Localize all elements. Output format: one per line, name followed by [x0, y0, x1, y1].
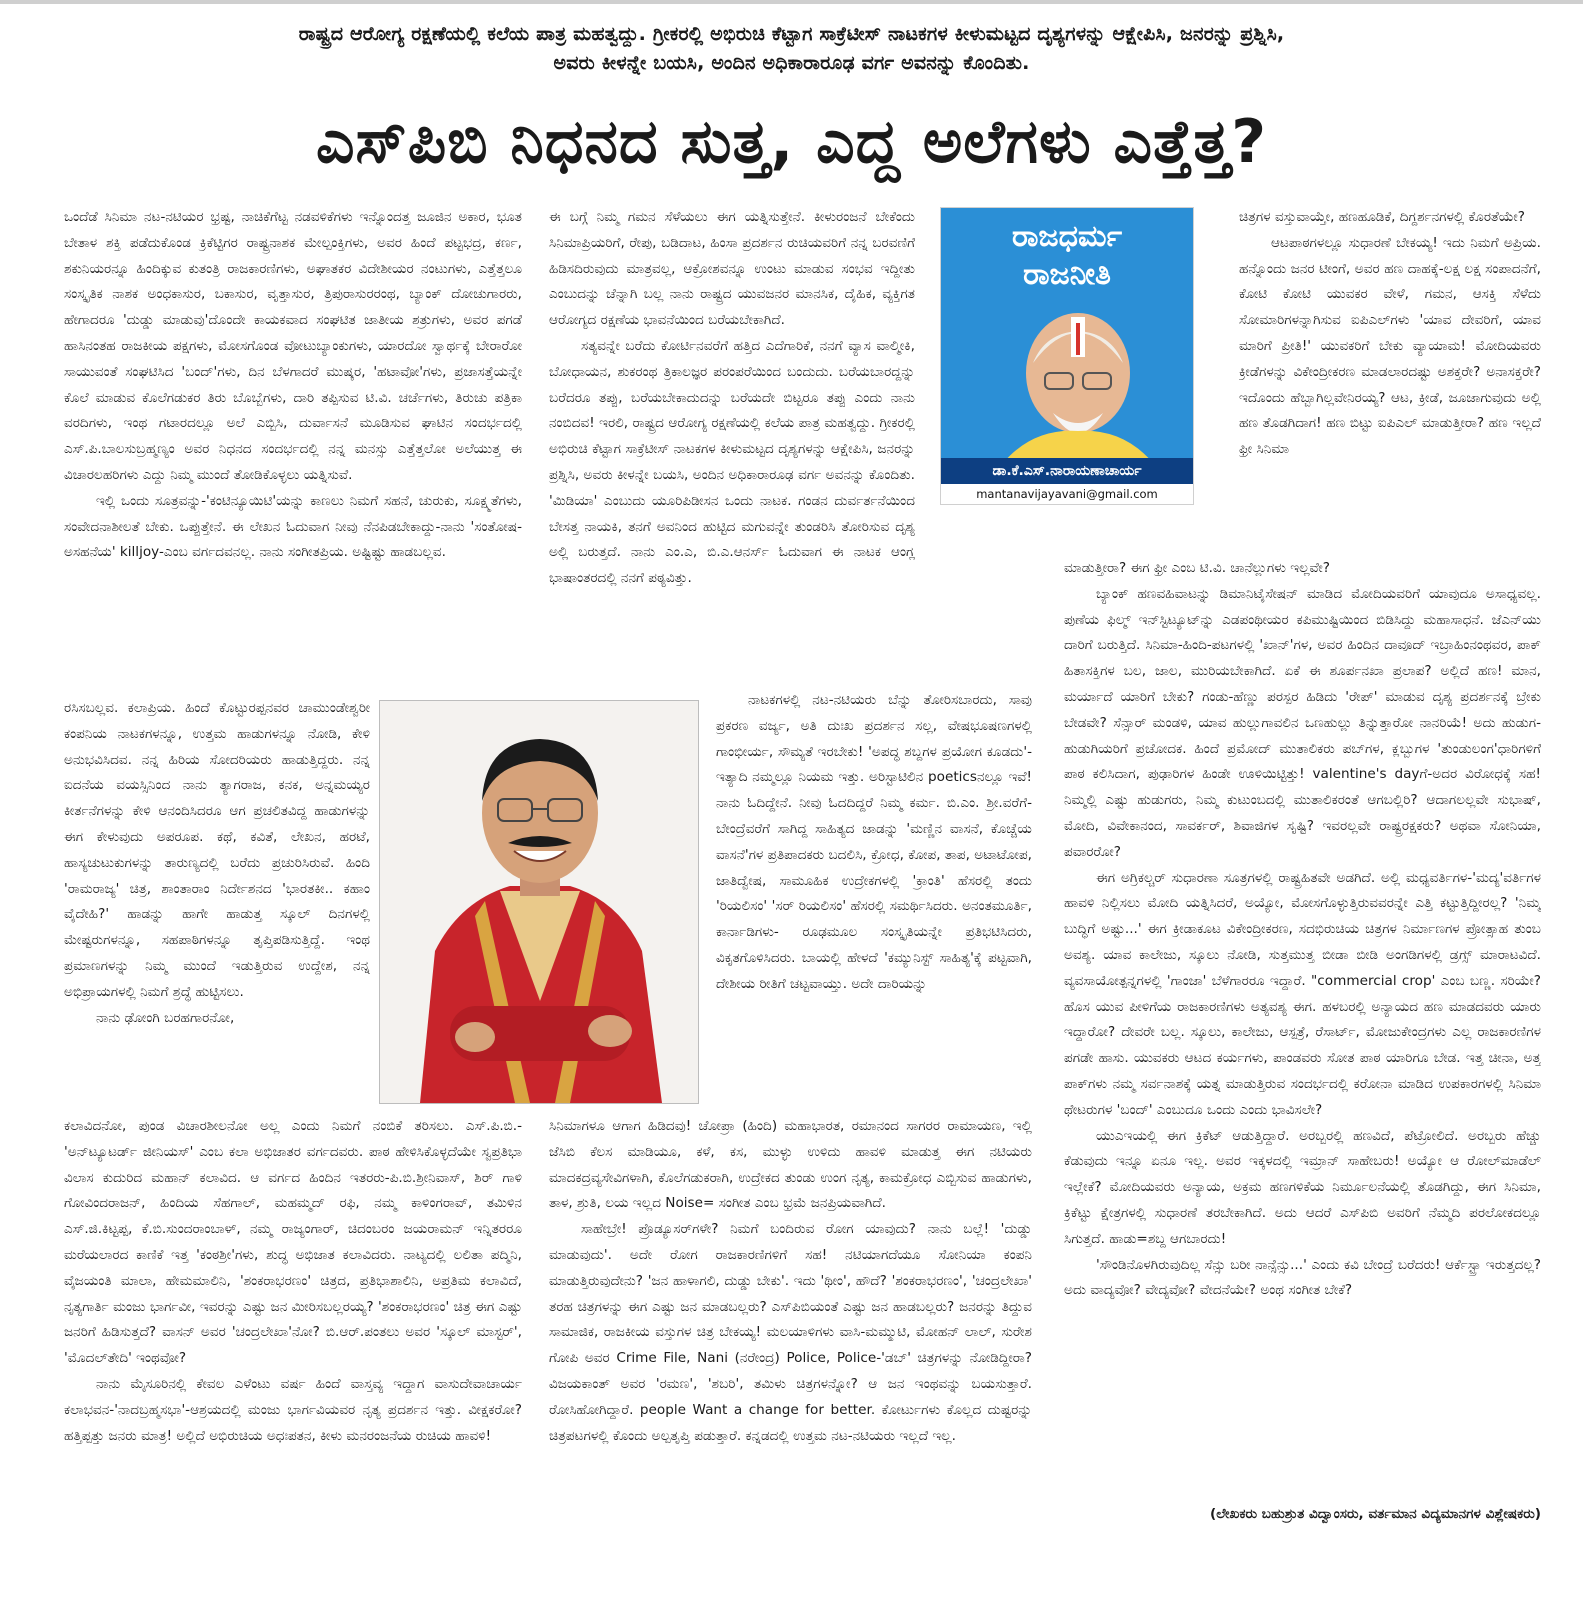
- paragraph: ಈ ಬಗ್ಗೆ ನಿಮ್ಮ ಗಮನ ಸೆಳೆಯಲು ಈಗ ಯತ್ನಿಸುತ್ತೇನೆ. ಕೀಳುರಂಜನೆ ಬೇಕೆಂದು ಸಿನಿಮಾಪ್ರಿಯರಿಗೆ, ರೇಪು, ಬಡಿದಾಟ, ಹಿಂಸಾ ಪ್ರದರ್ಶನ ರುಚಿಯವರಿಗೆ ನನ್ನ ಬರವಣಿಗೆ ಹಿಡಿಸದಿರುವುದು ಮಾತ್ರವಲ್ಲ, ಆಕ್ರೋಶವನ್ನೂ ಉಂಟು ಮಾಡುವ ಸಂಭವ ಇದ್ದೀತು ಎಂಬುದನ್ನು ಚೆನ್ನಾಗಿ ಬಲ್ಲ ನಾನು ರಾಷ್ಟ್ರದ ಯುವಜನರ ಮಾನಸಿಕ, ದೈಹಿಕ, ವ್ಯಕ್ತಿಗತ ಆರೋಗ್ಯದ ರಕ್ಷಣೆಯ ಭಾವನೆಯಿಂದ ಬರೆಯಬೇಕಾಗಿದೆ.: [549, 209, 915, 329]
- paragraph: ಈಗ ಅಗ್ರಿಕಲ್ಚರ್ ಸುಧಾರಣಾ ಸೂತ್ರಗಳಲ್ಲಿ ರಾಷ್ಟ್ರಹಿತವೇ ಅಡಗಿದೆ. ಅಲ್ಲಿ ಮಧ್ಯವರ್ತಿಗಳ-'ಮದ್ಯ'ವರ್ತಿಗಳ ಹಾವಳಿ ನಿಲ್ಲಿಸಲು ಮೋದಿ ಯತ್ನಿಸಿದರೆ, ಅಯ್ಯೋ, ಮೋಸಗೊಳ್ಳುತ್ತಿರುವವರನ್ನೇ ಎತ್ತಿ ಕಟ್ಟುತ್ತಿದ್ದೀರಲ್ಲ? 'ನಿಮ್ಮ ಬುದ್ಧಿಗೆ ಅಷ್ಟು...' ಈಗ ಕ್ರೀಡಾಕೂಟ ವಿಕೇಂದ್ರೀಕರಣ, ಸದಭಿರುಚಿಯ ಚಿತ್ರಗಳ ನಿರ್ಮಾಣಗಳ ಪ್ರೋತ್ಸಾಹ ತುಂಬ ಅವಶ್ಯ. ಯಾವ ಕಾಲೇಜು, ಸ್ಕೂಲು ನೋಡಿ, ಸುತ್ತಮುತ್ತ ಬೀಡಾ ಬೀಡಿ ಅಂಗಡಿಗಳಲ್ಲಿ ಡ್ರಗ್ಸ್ ಮಾರಾಟವಿದೆ. ವ್ಯವಸಾಯೋತ್ಪನ್ನಗಳಲ್ಲಿ 'ಗಾಂಜಾ' ಬೆಳೆಗಾರರೂ ಇದ್ದಾರೆ. "commercial crop' ಎಂಬ ಬಣ್ಣ. ಸರಿಯೇ? ಹೊಸ ಯುವ ಪೀಳಿಗೆಯ ರಾಜಕಾರಣಿಗಳು ಅತ್ಯವಶ್ಯ ಈಗ. ಹಳಬರಲ್ಲಿ ಅನ್ಯಾಯದ ಹಣ ಮಾಡದವರು ಯಾರು ಇದ್ದಾರೋ? ದೇವರೇ ಬಲ್ಲ. ಸ್ಕೂಲು, ಕಾಲೇಜು, ಆಸ್ಪತ್ರೆ, ರೆಸಾರ್ಟ್, ಮೋಜುಕೇಂದ್ರಗಳು ಎಲ್ಲ ರಾಜಕಾರಣಿಗಳ ಪಗಡೇ ಹಾಸು. ಯುವಕರು ಆಟದ ಕರ್ಯಗಳು, ಪಾಂಡವರು ಸೋತ ಪಾಠ ಯಾರಿಗೂ ಬೇಡ. ಇತ್ತ ಚೀನಾ, ಅತ್ತ ಪಾಕ್‌ಗಳು ನಮ್ಮ ಸರ್ವನಾಶಕ್ಕೆ ಯತ್ನ ಮಾಡುತ್ತಿರುವ ಸಂದರ್ಭದಲ್ಲಿ ಕರೋನಾ ಮಾಡಿದ ಉಪಕಾರಗಳಲ್ಲಿ ಸಿನಿಮಾ ಥೇಟರುಗಳ 'ಬಂದ್' ಎಂಬುದೂ ಒಂದು ಎಂದು ಭಾವಿಸಲೇ?: [1064, 869, 1541, 1118]
- article-col-3-main: [1064, 556, 1541, 1500]
- column-title-line-1: ರಾಜಧರ್ಮ: [1011, 219, 1123, 254]
- paragraph: ನಾನು ಢೋಂಗಿ ಬರಹಗಾರನೋ,: [96, 1009, 235, 1026]
- headline: ಎಸ್‌ಪಿಬಿ ನಿಧನದ ಸುತ್ತ, ಎದ್ದ ಅಲೆಗಳು ಎತ್ತೆತ್ತ?: [315, 107, 1268, 177]
- paragraph: ನಾಟಕಗಳಲ್ಲಿ ನಟ-ನಟಿಯರು ಬೆನ್ನು ತೋರಿಸಬಾರದು, ಸಾವು ಪ್ರಕರಣ ವರ್ಜ್ಯ, ಅತಿ ದುಃಖ ಪ್ರದರ್ಶನ ಸಲ್ಲ, ವೇಷಭೂಷಣಗಳಲ್ಲಿ ಗಾಂಭೀರ್ಯ, ಸೌಮ್ಯತೆ ಇರಬೇಕು! 'ಅಪದ್ಧ ಶಬ್ದಗಳ ಪ್ರಯೋಗ ಕೂಡದು'-ಇತ್ಯಾದಿ ನಮ್ಮಲ್ಲೂ ನಿಯಮ ಇತ್ತು. ಅರಿಸ್ಟಾಟಿಲಿನ poeticsನಲ್ಲೂ ಇವೆ! ನಾನು ಓದಿದ್ದೇನೆ. ನೀವು ಓದದಿದ್ದರೆ ನಿಮ್ಮ ಕರ್ಮ. ಬಿ.ಎಂ. ಶ್ರೀ.ವರೆಗೆ-ಬೇಂದ್ರೆವರೆಗೆ ಸಾಗಿದ್ದ ಸಾಹಿತ್ಯದ ಜಾಡನ್ನು 'ಮಣ್ಣಿನ ವಾಸನೆ, ಕೊಚ್ಚೆಯ ವಾಸನೆ'ಗಳ ಪ್ರತಿಪಾದಕರು ಬದಲಿಸಿ, ಕ್ರೋಧ, ಕೋಪ, ತಾಪ, ಅಟಾಟೋಪ, ಜಾತಿದ್ವೇಷ, ಸಾಮೂಹಿಕ ಉದ್ರೇಕಗಳಲ್ಲಿ 'ಕ್ರಾಂತಿ' ಹೆಸರಲ್ಲಿ ತಂದು 'ರಿಯಲಿಸಂ' 'ಸರ್ ರಿಯಲಿಸಂ' ಹೆಸರಲ್ಲಿ ಸಮರ್ಥಿಸಿದರು. ಅನಂತಮೂರ್ತಿ, ಕಾರ್ನಾಡಿಗಳು- ರೂಢಮೂಲ ಸಂಸ್ಕೃತಿಯನ್ನೇ ಪ್ರತಿಭಟಿಸಿದರು, ವಿಕೃತಗೊಳಿಸಿದರು. ಬಾಯಲ್ಲಿ ಹೇಳದೆ 'ಕಮ್ಯುನಿಸ್ಟ್ ಸಾಹಿತ್ಯ'ಕ್ಕೆ ಪಟ್ಟವಾಗಿ, ದೇಶೀಯ ರೀತಿಗೆ ಚಟ್ಟವಾಯ್ತು. ಅದೇ ದಾರಿಯನ್ನು: [716, 692, 1032, 992]
- paragraph: ಆಟಪಾಠಗಳಲ್ಲೂ ಸುಧಾರಣೆ ಬೇಕಯ್ಯ! ಇದು ನಿಮಗೆ ಅಪ್ರಿಯ. ಹನ್ನೊಂದು ಜನರ ಟೀಂಗೆ, ಅವರ ಹಣ ದಾಹಕ್ಕೆ-ಲಕ್ಷ ಲಕ್ಷ ಸಂಪಾದನೆಗೆ, ಕೋಟಿ ಕೋಟಿ ಯುವಕರ ವೇಳೆ, ಗಮನ, ಆಸಕ್ತಿ ಸೆಳೆದು ಸೋಮಾರಿಗಳನ್ನಾಗಿಸುವ ಐಪಿಎಲ್‌ಗಳು 'ಯಾವ ದೇವರಿಗೆ, ಯಾವ ಮಾರಿಗೆ ಪ್ರೀತಿ!' ಯುವಕರಿಗೆ ಬೇಕು ವ್ಯಾಯಾಮ! ಮೋದಿಯವರು ಕ್ರೀಡೆಗಳನ್ನು ವಿಕೇಂದ್ರೀಕರಣ ಮಾಡಲಾರದಷ್ಟು ಅಶಕ್ತರೇ? ಅನಾಸಕ್ತರೇ? ಇದೊಂದು ಹೆಬ್ಬಾಗಿಲ್ಲವೇನಿರಯ್ಯ? ಆಟ, ಕ್ರೀಡೆ, ಜೂಜಾಗುವುದು ಅಲ್ಲಿ ಹಣ ತೊಡಗಿದಾಗ! ಹಣ ಬಿಟ್ಟು ಐಪಿಎಲ್ ಮಾಡುತ್ತೀರಾ? ಹಣ ಇಲ್ಲದೆ ಫ್ರೀ ಸಿನಿಮಾ: [1239, 234, 1541, 458]
- article-col-1-middle: [64, 696, 370, 1110]
- paragraph: ಕಲಾವಿದನೋ, ಪುಂಡ ವಿಚಾರಶೀಲನೋ ಅಲ್ಲ ಎಂದು ನಿಮಗೆ ನಂಬಿಕೆ ತರಿಸಲು. ಎಸ್.ಪಿ.ಬಿ.-'ಅನ್‌ಟ್ಯೂಟರ್ಡ್ ಜೀನಿಯಸ್' ಎಂಬ ಕಲಾ ಅಭಿಜಾತರ ವರ್ಗದವರು. ಪಾಠ ಹೇಳಿಸಿಕೊಳ್ಳದೆಯೇ ಸ್ವಪ್ರತಿಭಾ ವಿಲಾಸ ಕುದುರಿದ ಮಹಾನ್ ಕಲಾವಿದ. ಆ ವರ್ಗದ ಹಿಂದಿನ ಇತರರು-ಪಿ.ಬಿ.ಶ್ರೀನಿವಾಸ್, ಶಿರ್ ಗಾಳಿ ಗೋವಿಂದರಾಜನ್, ಹಿಂದಿಯ ಸೆಹಗಾಲ್, ಮಹಮ್ಮದ್ ರಫಿ, ನಮ್ಮ ಕಾಳಿಂಗರಾವ್, ತಮಿಳಿನ ಎಸ್.ಜಿ.ಕಿಟ್ಟಪ್ಪ, ಕೆ.ಬಿ.ಸುಂದರಾಂಬಾಳ್, ನಮ್ಮ ರಾಜ್ಯಂಗಾರ್, ಚಿದಂಬರಂ ಜಯರಾಮನ್ ಇನ್ನಿತರರೂ ಮರೆಯಲಾರದ ಕಾಣಿಕೆ ಇತ್ತ 'ಕಂಠಶ್ರೀ'ಗಳು, ಶುದ್ಧ ಅಭಿಜಾತ ಕಲಾವಿದರು. ನಾಟ್ಯದಲ್ಲಿ ಲಲಿತಾ ಪದ್ಮಿನಿ, ವೈಜಯಂತಿ ಮಾಲಾ, ಹೇಮಮಾಲಿನಿ, 'ಶಂಕರಾಭರಣಂ' ಚಿತ್ರದ, ಪ್ರತಿಭಾಶಾಲಿನಿ, ಅಪ್ರತಿಮ ಕಲಾವಿದೆ, ನೃತ್ಯಗಾರ್ತಿ ಮಂಜು ಭಾರ್ಗವೀ, ಇವರನ್ನು ಎಷ್ಟು ಜನ ಮೀರಿಸಬಲ್ಲರಯ್ಯ? 'ಶಂಕರಾಭರಣಂ' ಚಿತ್ರ ಈಗ ಎಷ್ಟು ಜನರಿಗೆ ಹಿಡಿಸುತ್ತದೆ? ವಾಸನ್ ಅವರ 'ಚಂದ್ರಲೇಖಾ'ನೋ? ಬಿ.ಆರ್.ಪಂತಲು ಅವರ 'ಸ್ಕೂಲ್ ಮಾಸ್ಟರ್', 'ಮೊದಲ್‌ತೇದಿ' ಇಂಥವೋ?: [64, 1118, 522, 1367]
- columnist-email[interactable]: mantanavijayavani@gmail.com: [941, 484, 1193, 504]
- lead-line-2: ಅವರು ಕೀಳನ್ನೇ ಬಯಸಿ, ಅಂದಿನ ಅಧಿಕಾರಾರೂಢ ವರ್ಗ ಅವನನ್ನು ಕೊಂದಿತು.: [553, 52, 1030, 74]
- top-rule: [0, 0, 1583, 4]
- article-col-2-bottom: [549, 1114, 1032, 1592]
- paragraph: ಸತ್ಯವನ್ನೇ ಬರೆದು ಕೋರ್ಟಿನವರೆಗೆ ಹತ್ತಿದ ಎದೆಗಾರಿಕೆ, ನನಗೆ ವ್ಯಾಸ ವಾಲ್ಮೀಕಿ, ಬೋಧಾಯನ, ಶುಕರಂಥ ತ್ರಿಕಾಲಜ್ಞರ ಪರಂಪರೆಯಿಂದ ಬಂದುದು. ಬರೆಯಬಾರದ್ದನ್ನು ಬರೆದರೂ ತಪ್ಪು, ಬರೆಯಬೇಕಾದುದನ್ನು ಬರೆಯದೇ ಬಿಟ್ಟರೂ ತಪ್ಪು ಎಂದು ನಾನು ನಂಬಿದವ! ಇರಲಿ, ರಾಷ್ಟ್ರದ ಆರೋಗ್ಯ ರಕ್ಷಣೆಯಲ್ಲಿ ಕಲೆಯ ಪಾತ್ರ ಮಹತ್ವದ್ದು. ಗ್ರೀಕರಲ್ಲಿ ಅಭಿರುಚಿ ಕೆಟ್ಟಾಗ ಸಾಕ್ರೆಟೀಸ್ ನಾಟಕಗಳ ಕೀಳುಮಟ್ಟದ ದೃಶ್ಯಗಳನ್ನು ಆಕ್ಷೇಪಿಸಿ, ಜನರನ್ನು ಪ್ರಶ್ನಿಸಿ, ಅವರು ಕೀಳನ್ನೇ ಬಯಸಿ, ಅಂದಿನ ಅಧಿಕಾರಾರೂಢ ವರ್ಗ ಅವನನ್ನು ಕೊಂದಿತು. 'ಮಿಡಿಯಾ' ಎಂಬುದು ಯೂರಿಪಿಡೀಸನ ಒಂದು ನಾಟಕ. ಗಂಡನ ದುರ್ವರ್ತನೆಯಿಂದ ಬೇಸತ್ತ ನಾಯಕಿ, ತನಗೆ ಅವನಿಂದ ಹುಟ್ಟಿದ ಮಗುವನ್ನೇ ತುಂಡರಿಸಿ ತೋರಿಸುವ ದೃಶ್ಯ ಅಲ್ಲಿ ಬರುತ್ತದೆ. ನಾನು ಎಂ.ಎ, ಬಿ.ಎ.ಆನರ್ಸ್ ಓದುವಾಗ ಈ ನಾಟಕ ಆಂಗ್ಲ ಭಾಷಾಂತರದಲ್ಲಿ ನನಗೆ ಪಠ್ಯವಿತ್ತು.: [549, 337, 915, 587]
- article-col-2-top: [549, 205, 915, 683]
- columnist-box: [940, 207, 1194, 505]
- spb-portrait-illustration: [380, 701, 698, 1103]
- article-col-2-middle: [716, 688, 1032, 1112]
- columnist-name: ಡಾ.ಕೆ.ಎಸ್.ನಾರಾಯಣಾಚಾರ್ಯ: [941, 458, 1193, 484]
- article-col-1-bottom: [64, 1114, 522, 1592]
- column-title: [941, 218, 1193, 294]
- article-col-3-top: [1239, 205, 1541, 555]
- paragraph: 'ಸೌಂಡಿನೊಳಗಿರುವುದಿಲ್ಲ ಸೆನ್ಸು ಬರೀ ನಾನ್ಸೆನ್ಸು...' ಎಂದು ಕವಿ ಬೇಂದ್ರೆ ಬರೆದರು! ಆರ್ಕೆಸ್ಟ್ರಾ ಇರುತ್ತದಲ್ಲ? ಅದು ವಾದ್ಯವೋ? ವೇದ್ಯವೋ? ವೇದನೆಯೇ? ಅಂಥ ಸಂಗೀತ ಬೇಕೆ?: [1064, 1256, 1541, 1299]
- paragraph: ನಾನು ಮೈಸೂರಿನಲ್ಲಿ ಕೇವಲ ಎಳೆಂಟು ವರ್ಷ ಹಿಂದೆ ವಾಸ್ತವ್ಯ ಇದ್ದಾಗ ವಾಸುದೇವಾಚಾರ್ಯ ಕಲಾಭವನ-'ನಾದಬ್ರಹ್ಮಸಭಾ'-ಆಶ್ರಯದಲ್ಲಿ ಮಂಜು ಭಾರ್ಗವಿಯವರ ನೃತ್ಯ ಪ್ರದರ್ಶನ ಇತ್ತು. ವೀಕ್ಷಕರೋ? ಹತ್ತಿಪ್ಪತ್ತು ಜನರು ಮಾತ್ರ! ಅಲ್ಲಿದೆ ಅಭಿರುಚಿಯ ಅಧಃಪತನ, ಕೀಳು ಮನರಂಜನೆಯ ರುಚಿಯ ಹಾವಳಿ!: [64, 1375, 522, 1444]
- paragraph: ಸಿನಿಮಾಗಳೂ ಆಗಾಗ ಹಿಡಿದವು! ಚೋಪ್ರಾ (ಹಿಂದಿ) ಮಹಾಭಾರತ, ರಮಾನಂದ ಸಾಗರರ ರಾಮಾಯಣ, ಇಲ್ಲಿ ಜೆಸಿಬಿ ಕೆಲಸ ಮಾಡಿಯೂ, ಕಳೆ, ಕಸ, ಮುಳ್ಳು ಉಳಿದು ಹಾವಳಿ ಮಾಡುತ್ತ ಈಗ ನಟಿಯರು ಮಾದಕದ್ರವ್ಯಸೇವಿಗಳಾಗಿ, ಕೊಲೆಗಡುಕರಾಗಿ, ಉದ್ರೇಕದ ತುಂಡು ಉಂಗ ನೃತ್ಯ, ಕಾಮಕ್ರೋಧ ಎಬ್ಬಿಸುವ ಹಾಡುಗಳು, ತಾಳ, ಶ್ರುತಿ, ಲಯ ಇಲ್ಲದ Noise= ಸಂಗೀತ ಎಂಬ ಭ್ರಮೆ ಜನಪ್ರಿಯವಾಗಿದೆ.: [549, 1118, 1032, 1212]
- lead-quote: [60, 20, 1523, 78]
- paragraph: ಬ್ಯಾಂಕ್ ಹಣವಹಿವಾಟನ್ನು ಡಿಮಾನಿಟೈಸೇಷನ್ ಮಾಡಿದ ಮೋದಿಯವರಿಗೆ ಯಾವುದೂ ಅಸಾಧ್ಯವಲ್ಲ. ಪುಣೆಯ ಫಿಲ್ಮ್ ಇನ್‌ಸ್ಟಿಟ್ಯೂಟ್‌ನ್ನು ಎಡಪಂಥೀಯರ ಕಪಿಮುಷ್ಟಿಯಿಂದ ಬಿಡಿಸಿದ್ದು ಮಹಾಸಾಧನೆ. ಜೆಎನ್‌ಯು ದಾರಿಗೆ ಬರುತ್ತಿದೆ. ಸಿನಿಮಾ-ಹಿಂದಿ-ಪಟಗಳಲ್ಲಿ 'ಖಾನ್'ಗಳ, ಅವರ ಹಿಂದಿನ ದಾವೂದ್ ಇಬ್ರಾಹಿಂನಂಥವರ, ಪಾಕ್ ಹಿತಾಸಕ್ತಿಗಳ ಬಲ, ಜಾಲ, ಮುರಿಯಬೇಕಾಗಿದೆ. ಏಕೆ ಈ ಶೂರ್ಪನಖಾ ಪ್ರಲಾಪ? ಅಲ್ಲಿದೆ ಹಣ! ಮಾನ, ಮರ್ಯಾದೆ ಯಾರಿಗೆ ಬೇಕು? ಗಂಡು-ಹೆಣ್ಣು ಪರಸ್ಪರ ಹಿಡಿದು 'ರೇಪ್' ಮಾಡುವ ದೃಶ್ಯ ಪ್ರದರ್ಶನಕ್ಕೆ ಬ್ರೇಕು ಬೇಡವೇ? ಸೆನ್ಸಾರ್ ಮಂಡಳಿ, ಯಾವ ಹುಲ್ಲುಗಾವಲಿನ ಒಣಹುಲ್ಲು ತಿನ್ನುತ್ತಾರೋ ನಾನರಿಯೆ! ಅದು ಹುಡುಗ-ಹುಡುಗಿಯರಿಗೆ ಪ್ರಚೋದಕ. ಹಿಂದೆ ಪ್ರಮೋದ್ ಮುತಾಲಿಕರು ಪಬ್‌ಗಳ, ಕ್ಲಬ್ಬುಗಳ 'ತುಂಡುಲಂಗ'ಧಾರಿಗಳಿಗೆ ಪಾಠ ಕಲಿಸಿದಾಗ, ಪುಢಾರಿಗಳ ಹಿಂಡೇ ಊಳಿಯಿಟ್ಟಿತ್ತು! valentine's dayಗೆ-ಅದರ ವಿರೋಧಕ್ಕೆ ಸಹ! ನಿಮ್ಮಲ್ಲಿ ಎಷ್ಟು ಹುಡುಗರು, ನಿಮ್ಮ ಕುಟುಂಬದಲ್ಲಿ ಮುತಾಲಿಕರಂತೆ ಆಗಬಲ್ಲಿರಿ? ಆದಾಗಲಲ್ಲವೇ ಸುಭಾಷ್, ಮೋದಿ, ವಿವೇಕಾನಂದ, ಸಾವರ್ಕರ್, ಶಿವಾಜಿಗಳ ಸೃಷ್ಟಿ? ಇವರಲ್ಲವೇ ರಾಷ್ಟ್ರರಕ್ಷಕರು? ಅಥವಾ ಸೋನಿಯಾ, ಪವಾರರೋ?: [1064, 585, 1541, 860]
- paragraph: ಚಿತ್ರಗಳ ವಸ್ತುವಾಯ್ತೇ, ಹಣಹೂಡಿಕೆ, ದಿಗ್ದರ್ಶನಗಳಲ್ಲಿ ಕೊರತೆಯೇ?: [1239, 209, 1526, 225]
- columnist-portrait: [983, 303, 1173, 463]
- author-credit-block: [1064, 1502, 1541, 1596]
- paragraph: ಒಂದೆಡೆ ಸಿನಿಮಾ ನಟ-ನಟಿಯರ ಭ್ರಷ್ಟ, ನಾಚಿಕೆಗೆಟ್ಟ ನಡವಳಿಕೆಗಳು ಇನ್ನೊಂದತ್ತ ಜೂಜಿನ ಅಕಾರ, ಭೂತ ಬೇತಾಳ ಶಕ್ತಿ ಪಡೆದುಕೊಂಡ ಕ್ರಿಕೆಟ್ಟಿಗರ ರಾಷ್ಟ್ರನಾಶಕ ಮೇಲ್ಪಂಕ್ತಿಗಳು, ಅವರ ಹಿಂದೆ ಪಟ್ಟಭದ್ರ, ಕರ್ಣ, ಶಕುನಿಯರನ್ನೂ ಹಿಂದಿಕ್ಕುವ ಕುತಂತ್ರಿ ರಾಜಕಾರಣಿಗಳು, ಅಘಾತಕರ ವಿದೇಶೀಯರ ನಂಟುಗಳು, ಎತ್ತೆತ್ತಲೂ ಸಂಸ್ಕೃತಿಕ ನಾಶಕ ಅಂಧಕಾಸುರ, ಬಕಾಸುರ, ವೃತ್ತಾಸುರ, ತ್ರಿಪುರಾಸುರರಂಥ, ಬ್ಯಾಂಕ್ ದೋಚುಗಾರರು, ಹೇಗಾದರೂ 'ದುಡ್ಡು ಮಾಡುವು'ದೊಂದೇ ಕಾಯಕವಾದ ಸಂಘಟಿತ ಜಾತೀಯ ಶತ್ರುಗಳು, ಅವರ ಪಗಡೆ ಹಾಸಿನಂತಹ ರಾಜಕೀಯ ಪಕ್ಷಗಳು, ಮೋಸಗೊಂಡ ವೋಟುಬ್ಯಾಂಕುಗಳು, ಯಾರದೋ ಸ್ವಾರ್ಥಕ್ಕೆ ಬೇರಾರೋ ಸಾಯುವಂತೆ ಸಂಘಟಿಸಿದ 'ಬಂದ್'ಗಳು, ದಿನ ಬೆಳಗಾದರೆ ಮುಷ್ಕರ, 'ಹಟಾವೋ'ಗಳು, ಪ್ರಜಾಸತ್ತೆಯನ್ನೇ ಕೊಲೆ ಮಾಡುವ ಕೊಲೆಗಡುಕರ ತಿರು ಬೊಬ್ಬೆಗಳು, ದಾರಿ ತಪ್ಪಿಸುವ ಟಿ.ವಿ. ಚರ್ಚೆಗಳು, ತಿರುಚು ಪತ್ರಿಕಾ ವರದಿಗಳು, ಇಂಥ ಗಟಾರದಲ್ಲೂ ಅಲೆ ಎಬ್ಬಿಸಿ, ದುರ್ವಾಸನೆ ಮೂಡಿಸುವ ಘಾಟಿನ ಸಂದರ್ಭದಲ್ಲಿ ಎಸ್.ಪಿ.ಬಾಲಸುಬ್ರಹ್ಮಣ್ಯಂ ಅವರ ನಿಧನದ ಸಂದರ್ಭದಲ್ಲಿ ನನ್ನ ಮನಸ್ಸು ಎತ್ತೆತ್ತಲೋ ಅಲೆಯುತ್ತ ಈ ವಿಚಾರಲಹರಿಗಳು ಎದ್ದು ನಿಮ್ಮ ಮುಂದೆ ತೋಡಿಕೊಳ್ಳಲು ಯತ್ನಿಸುವೆ.: [64, 209, 522, 483]
- paragraph: ಯುಎಇಯಲ್ಲಿ ಈಗ ಕ್ರಿಕೆಟ್ ಆಡುತ್ತಿದ್ದಾರೆ. ಅರಬ್ಬರಲ್ಲಿ ಹಣವಿದೆ, ಪೆಟ್ರೋಲಿದೆ. ಅರಬ್ಬರು ಹೆಚ್ಚು ಕೆಡುವುದು ಇನ್ನೂ ಏನೂ ಇಲ್ಲ. ಅವರ ಇಕ್ಕಳದಲ್ಲಿ ಇಮ್ರಾನ್ ಸಾಹೇಬರು! ಅಯ್ಯೋ ಆ ರೋಲ್‌ಮಾಡೆಲ್ ಇಲ್ಲೇಕೆ? ಮೋದಿಯವರು ಅನ್ಯಾಯ, ಅಕ್ರಮ ಹಣಗಳಿಕೆಯ ನಿರ್ಮೂಲನೆಯಲ್ಲಿ ತೊಡಗಿದ್ದು, ಈಗ ಸಿನಿಮಾ, ಕ್ರಿಕೆಟ್ಟು ಕ್ಷೇತ್ರಗಳಲ್ಲಿ ಸುಧಾರಣೆ ತರಬೇಕಾಗಿದೆ. ಅದು ಆದರೆ ಎಸ್‌ಪಿಬಿ ಅವರಿಗೆ ನೆಮ್ಮದಿ ಪರಲೋಕದಲ್ಲೂ ಸಿಗುತ್ತದೆ. ಹಾಡು=ಶಬ್ದ ಆಗಬಾರದು!: [1064, 1127, 1541, 1247]
- spb-photo: [379, 700, 699, 1104]
- article-col-1-top: [64, 205, 522, 693]
- paragraph: ಸಾಹೇಬ್ರೇ! ಪ್ರೊಡ್ಯೂಸರ್‌ಗಳೇ? ನಿಮಗೆ ಬಂದಿರುವ ರೋಗ ಯಾವುದು? ನಾನು ಬಲ್ಲೆ! 'ದುಡ್ಡು ಮಾಡುವುದು'. ಅದೇ ರೋಗ ರಾಜಕಾರಣಿಗಳಿಗೆ ಸಹ! ನಟಿಯಾಗದೆಯೂ ಸೋನಿಯಾ ಕಂಪನಿ ಮಾಡುತ್ತಿರುವುದೇನು? 'ಜನ ಹಾಳಾಗಲಿ, ದುಡ್ಡು ಬೇಕು'. ಇದು 'ಥೀಂ', ಹೌದೆ? 'ಶಂಕರಾಭರಣಂ', 'ಚಂದ್ರಲೇಖಾ' ತರಹ ಚಿತ್ರಗಳನ್ನು ಈಗ ಎಷ್ಟು ಜನ ಮಾಡಬಲ್ಲರು? ಎಸ್‌ಪಿಬಿಯಂತೆ ಎಷ್ಟು ಜನ ಹಾಡಬಲ್ಲರು? ಜನರನ್ನು ತಿದ್ದುವ ಸಾಮಾಜಿಕ, ರಾಜಕೀಯ ವಸ್ತುಗಳ ಚಿತ್ರ ಬೇಕಯ್ಯ! ಮಲಯಾಳಿಗಳು ವಾಸಿ-ಮಮ್ಮುಟಿ, ಮೋಹನ್ ಲಾಲ್, ಸುರೇಶ ಗೋಪಿ ಅವರ Crime File, Nani (ನರೇಂದ್ರ) Police, Police-'ಡಬ್' ಚಿತ್ರಗಳನ್ನು ನೋಡಿದ್ದೀರಾ? ವಿಜಯಕಾಂತ್ ಅವರ 'ರಮಣ', 'ಶಬರಿ', ತಮಿಳು ಚಿತ್ರಗಳನ್ನೋ? ಆ ಜನ ಇಂಥವನ್ನು ಬಯಸುತ್ತಾರೆ. ರೋಸಿಹೋಗಿದ್ದಾರೆ. people Want a change for better. ಕೋರ್ಟುಗಳು ಕೊಲ್ಲದ ದುಷ್ಟರನ್ನು ಚಿತ್ರಪಟಗಳಲ್ಲಿ ಕೊಂದು ಅಲ್ಪತೃಪ್ತಿ ಪಡುತ್ತಾರೆ. ಕನ್ನಡದಲ್ಲಿ ಉತ್ತಮ ನಟ-ನಟಿಯರು ಇಲ್ಲದೆ ಇಲ್ಲ.: [549, 1221, 1032, 1444]
- paragraph: ರಸಿಸಬಲ್ಲವ. ಕಲಾಪ್ರಿಯ. ಹಿಂದೆ ಕೊಟ್ಟುರಪ್ಪನವರ ಚಾಮುಂಡೇಶ್ವರೀ ಕಂಪನಿಯ ನಾಟಕಗಳನ್ನೂ, ಉತ್ತಮ ಹಾಡುಗಳನ್ನೂ ನೋಡಿ, ಕೇಳಿ ಅನುಭವಿಸಿದವ. ನನ್ನ ಹಿರಿಯ ಸೋದರಿಯರು ಹಾಡುತ್ತಿದ್ದರು. ನನ್ನ ಐದನೆಯ ವಯಸ್ಸಿನಿಂದ ನಾನು ತ್ಯಾಗರಾಜ, ಕನಕ, ಅನ್ನಮಯ್ಯರ ಕೀರ್ತನೆಗಳನ್ನು ಕೇಳಿ ಆನಂದಿಸಿದರೂ ಆಗ ಪ್ರಚಲಿತವಿದ್ದ ಹಾಡುಗಳನ್ನು ಈಗ ಕೇಳುವುದು ಅಪರೂಪ. ಕಥೆ, ಕವಿತೆ, ಲೇಖನ, ಹರಟೆ, ಹಾಸ್ಯಚುಟುಕುಗಳನ್ನು ತಾರುಣ್ಯದಲ್ಲಿ ಬರೆದು ಪ್ರಚುರಿಸಿರುವೆ. ಹಿಂದಿ 'ರಾಮರಾಜ್ಯ' ಚಿತ್ರ, ಶಾಂತಾರಾಂ ನಿರ್ದೇಶನದ 'ಭಾರತಕೀ.. ಕಹಾಂ ವೈದೇಹಿ?' ಹಾಡನ್ನು ಹಾಗೇ ಹಾಡುತ್ತ ಸ್ಕೂಲ್ ದಿನಗಳಲ್ಲಿ ಮೇಷ್ಟರುಗಳನ್ನೂ, ಸಹಪಾಠಿಗಳನ್ನೂ ತೃಪ್ತಿಪಡಿಸುತ್ತಿದ್ದೆ. ಇಂಥ ಪ್ರಮಾಣಗಳನ್ನು ನಿಮ್ಮ ಮುಂದೆ ಇಡುತ್ತಿರುವ ಉದ್ದೇಶ, ನನ್ನ ಅಭಿಪ್ರಾಯಗಳಲ್ಲಿ ನಿಮಗೆ ಶ್ರದ್ಧೆ ಹುಟ್ಟಿಸಲು.: [64, 700, 370, 1000]
- lead-line-1: ರಾಷ್ಟ್ರದ ಆರೋಗ್ಯ ರಕ್ಷಣೆಯಲ್ಲಿ ಕಲೆಯ ಪಾತ್ರ ಮಹತ್ವದ್ದು. ಗ್ರೀಕರಲ್ಲಿ ಅಭಿರುಚಿ ಕೆಟ್ಟಾಗ ಸಾಕ್ರೆಟೀಸ್ ನಾಟಕಗಳ ಕೀಳುಮಟ್ಟದ ದೃಶ್ಯಗಳನ್ನು ಆಕ್ಷೇಪಿಸಿ, ಜನರನ್ನು ಪ್ರಶ್ನಿಸಿ,: [298, 23, 1285, 45]
- author-credit: (ಲೇಖಕರು ಬಹುಶ್ರುತ ವಿದ್ವಾಂಸರು, ವರ್ತಮಾನ ವಿದ್ಯಮಾನಗಳ ವಿಶ್ಲೇಷಕರು): [1210, 1506, 1541, 1522]
- paragraph: ಇಲ್ಲಿ ಒಂದು ಸೂತ್ರವನ್ನು-'ಕಂಟಿನ್ಯೂಯಿಟಿ'ಯನ್ನು ಕಾಣಲು ನಿಮಗೆ ಸಹನೆ, ಚುರುಕು, ಸೂಕ್ಷ್ಮತೆಗಳು, ಸಂವೇದನಾಶೀಲತೆ ಬೇಕು. ಒಪ್ಪುತ್ತೇನೆ. ಈ ಲೇಖನ ಓದುವಾಗ ನೀವು ನೆನಪಿಡಬೇಕಾದ್ದು-ನಾನು 'ಸಂತೋಷ-ಅಸಹನೆಯ' killjoy-ಎಂಬ ವರ್ಗದವನಲ್ಲ. ನಾನು ಸಂಗೀತಪ್ರಿಯ. ಅಷ್ಟಿಷ್ಟು ಹಾಡಬಲ್ಲವ.: [64, 492, 522, 561]
- paragraph: ಮಾಡುತ್ತೀರಾ? ಈಗ ಫ್ರೀ ಎಂಬ ಟಿ.ವಿ. ಚಾನೆಲ್ಲುಗಳು ಇಲ್ಲವೇ?: [1064, 560, 1330, 576]
- column-title-line-2: ರಾಜನೀತಿ: [1023, 257, 1111, 292]
